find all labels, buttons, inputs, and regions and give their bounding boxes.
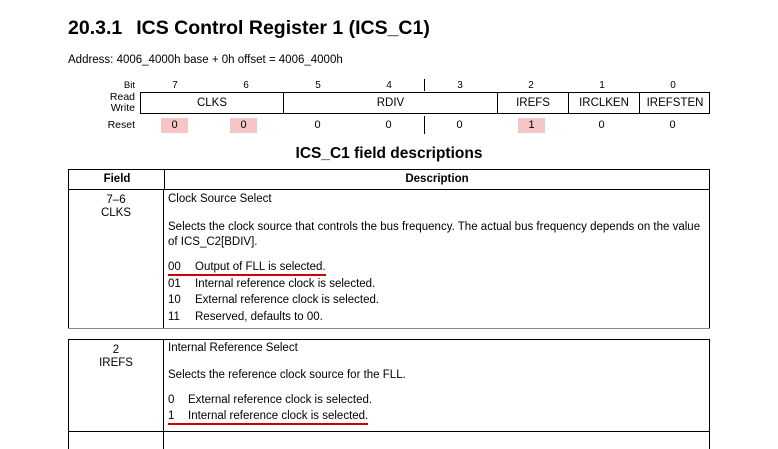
field-rdiv: RDIV (376, 97, 405, 109)
option-item (168, 260, 326, 275)
table-header (68, 169, 710, 190)
reset-value: 0 (314, 119, 321, 131)
field-text: Selects the clock source that controls the bus frequency. The actual bus frequency depends on the value of ICS_C2[BDIV]. (168, 221, 701, 248)
field-name: CLKS (100, 207, 132, 219)
bit-number: 5 (315, 80, 321, 91)
field-title: Internal Reference Select (168, 342, 298, 354)
reset-label: Reset (107, 119, 135, 131)
option-item: 11 Reserved, defaults to 00. (168, 311, 323, 323)
reset-value-highlighted: 0 (161, 118, 188, 133)
field-title: Clock Source Select (168, 193, 272, 205)
option-item (168, 409, 368, 424)
reset-divider (424, 116, 425, 134)
row-border (709, 189, 710, 329)
field-irefsten: IREFSTEN (646, 97, 704, 109)
column-header-description: Description (405, 173, 469, 185)
register-fields (140, 92, 710, 114)
write-label: Write (110, 102, 135, 114)
field-text: Selects the reference clock source for the FLL. (168, 369, 406, 381)
column-header-field: Field (103, 173, 131, 185)
option-item: 10 External reference clock is selected. (168, 294, 380, 306)
bit-number: 1 (599, 80, 605, 91)
table-row-irefs (68, 344, 164, 370)
section-title: ICS Control Register 1 (ICS_C1) (136, 17, 430, 39)
reset-value-highlighted: 1 (518, 118, 545, 133)
row-bottom-edge (68, 328, 710, 329)
field-clks: CLKS (196, 97, 228, 109)
bit-number: 3 (457, 80, 463, 91)
field-bits: 2 (112, 344, 120, 356)
row-top-edge (68, 339, 710, 340)
highlighted-option: 1 Internal reference clock is selected. (168, 410, 368, 425)
option-item: 01 Internal reference clock is selected. (168, 278, 376, 290)
table-row-clks (68, 194, 164, 220)
reset-value: 0 (598, 119, 605, 131)
reset-value: 0 (385, 119, 392, 131)
read-label: Read (109, 91, 135, 103)
field-name: IREFS (99, 357, 133, 369)
reset-value: 0 (669, 119, 676, 131)
field-irefs: IREFS (516, 97, 550, 109)
bit-number: 6 (243, 80, 249, 91)
bit-label: Bit (123, 80, 135, 91)
bit-number: 7 (172, 80, 178, 91)
option-item: 0 External reference clock is selected. (168, 394, 373, 406)
field-irclken: IRCLKEN (579, 97, 629, 109)
bit-number: 2 (528, 80, 534, 91)
bit-divider (424, 79, 425, 91)
section-number: 20.3.1 (68, 17, 123, 39)
row-bottom-edge (68, 431, 710, 432)
field-bits: 7–6 (106, 194, 126, 206)
register-address: Address: 4006_4000h base + 0h offset = 4006_4000h (68, 54, 343, 66)
reset-value-highlighted: 0 (230, 118, 257, 133)
reset-value: 0 (456, 119, 463, 131)
section-heading (68, 17, 430, 40)
highlighted-option: 00 Output of FLL is selected. (168, 261, 326, 276)
bit-number: 0 (670, 80, 676, 91)
bit-number: 4 (386, 80, 392, 91)
table-title: ICS_C1 field descriptions (295, 145, 483, 162)
register-diagram (68, 79, 710, 135)
row-border (709, 339, 710, 449)
